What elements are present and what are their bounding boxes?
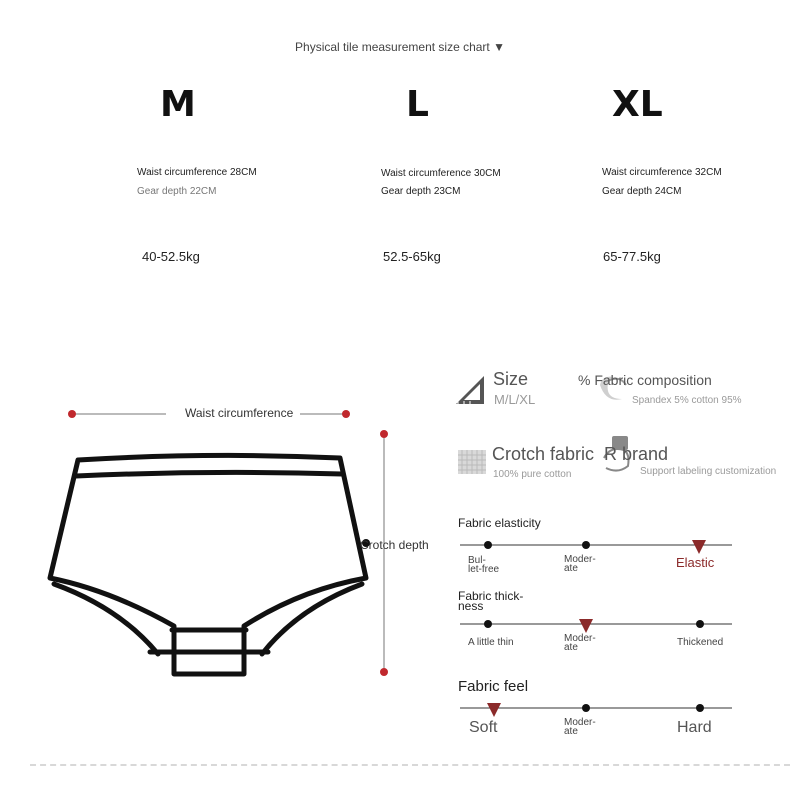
size-l-waist: Waist circumference 30CM (381, 168, 501, 179)
size-xl-label: XL (612, 84, 663, 125)
elasticity-title: Fabric elasticity (458, 516, 541, 530)
feel-label-high: Hard (677, 719, 712, 736)
elasticity-dot-1 (484, 541, 492, 549)
crotch-endpoint-bottom (380, 668, 388, 676)
size-xl-weight: 65-77.5kg (603, 249, 661, 264)
elasticity-selected-marker (692, 540, 706, 554)
feel-selected-marker (487, 703, 501, 717)
feature-composition-title: % Fabric composition (578, 372, 712, 388)
size-m-label: M (160, 84, 196, 125)
size-xl-waist: Waist circumference 32CM (602, 167, 722, 178)
ruler-triangle-icon (454, 374, 486, 406)
size-l-weight: 52.5-65kg (383, 249, 441, 264)
elasticity-scale (460, 536, 740, 556)
size-xl-gear: Gear depth 24CM (602, 186, 682, 197)
feel-dot-3 (696, 704, 704, 712)
thickness-selected-marker (579, 619, 593, 633)
feature-composition-sub: Spandex 5% cotton 95% (632, 395, 742, 406)
feel-dot-2 (582, 704, 590, 712)
feature-crotch-sub: 100% pure cotton (493, 469, 572, 480)
thickness-label-mid: Moder- ate (564, 633, 596, 653)
crotch-depth-label: Crotch depth (360, 538, 429, 552)
waist-circumference-label: Waist circumference (185, 406, 294, 420)
elasticity-label-mid: Moder- ate (564, 554, 596, 574)
feature-brand-title: R brand (604, 444, 669, 464)
thickness-dot-1 (484, 620, 492, 628)
size-m-weight: 40-52.5kg (142, 249, 200, 264)
feature-size-title: Size (493, 369, 529, 389)
briefs-outline (50, 455, 366, 674)
elasticity-label-low: Bul- let-free (468, 555, 500, 575)
feel-title: Fabric feel (458, 678, 529, 695)
thickness-scale (460, 615, 740, 635)
size-m-waist: Waist circumference 28CM (137, 167, 257, 178)
thickness-label-high: Thickened (677, 637, 724, 648)
chart-title: Physical tile measurement size chart ▼ (295, 40, 505, 54)
thickness-dot-3 (696, 620, 704, 628)
thickness-label-low: A little thin (468, 637, 514, 648)
feel-label-low: Soft (469, 719, 498, 736)
feature-size-sub: M/L/XL (494, 392, 536, 407)
elasticity-label-high: Elastic (676, 555, 715, 570)
feel-scale (460, 699, 740, 719)
waist-endpoint-right (342, 410, 350, 418)
size-l-label: L (406, 84, 429, 125)
feature-crotch-title: Crotch fabric (492, 444, 595, 464)
cotton-fabric-icon (458, 450, 486, 474)
elasticity-dot-2 (582, 541, 590, 549)
size-l-gear: Gear depth 23CM (381, 186, 461, 197)
feature-brand-sub: Support labeling customization (640, 466, 777, 477)
waist-endpoint-left (68, 410, 76, 418)
thickness-title: Fabric thick- ness (458, 589, 524, 613)
size-m-gear: Gear depth 22CM (137, 186, 217, 197)
feel-label-mid: Moder- ate (564, 717, 596, 737)
footer-divider (30, 764, 790, 766)
crotch-endpoint-top (380, 430, 388, 438)
